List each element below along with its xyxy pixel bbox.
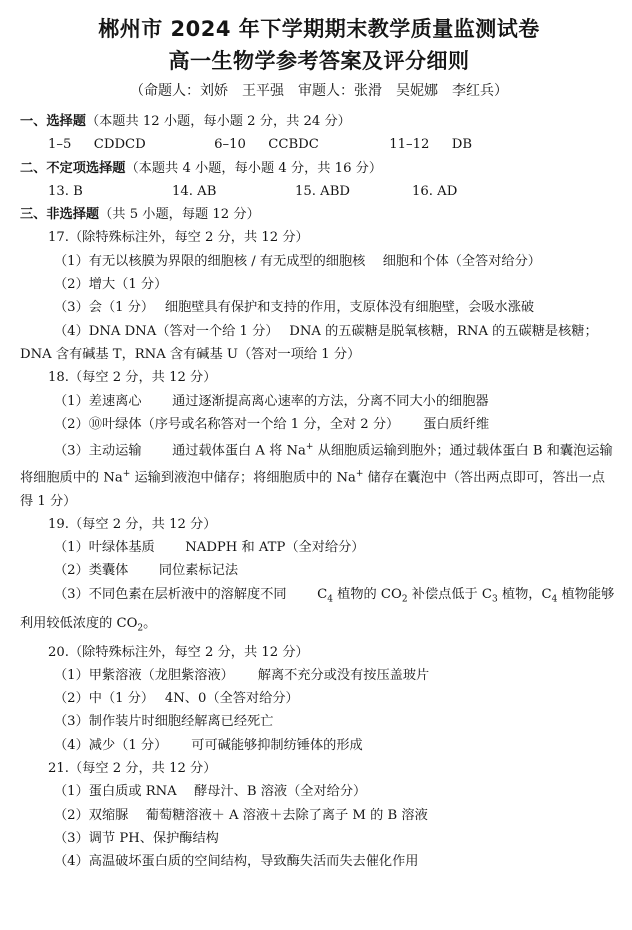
q19-answer-2: （2）类囊体 同位素标记法 [54,563,239,579]
q19-answer-3-text: 补偿点低于 C [407,586,492,602]
q20-answer-4: （4）减少（1 分） 可可碱能够抑制纺锤体的形成 [54,737,363,753]
q20-header: 20.（除特殊标注外，每空 2 分，共 12 分） [48,644,309,660]
q21-header: 21.（每空 2 分，共 12 分） [48,761,217,777]
q17-answer-2: （2）增大（1 分） [54,277,168,293]
subscript: 4 [551,594,558,605]
q18-answer-3-text: 运输到液泡中储存；将细胞质中的 Na [130,470,356,486]
mcq-letters: CCBDC [268,137,319,153]
mcq-range: 6–10 [214,137,246,153]
q19-answer-1: （1）叶绿体基质 NADPH 和 ATP（全对给分） [54,540,365,556]
q21-answer-1: （1）蛋白质或 RNA 酵母汁、B 溶液（全对给分） [54,784,367,800]
section-1-answers [20,133,618,156]
section-3-note: （共 5 小题，每题 12 分） [99,207,260,223]
q17-answer-1: （1）有无以核膜为界限的细胞核 / 有无成型的细胞核 细胞和个体（全答对给分） [54,253,541,269]
subscript: 3 [491,594,498,605]
superscript: + [305,442,314,453]
q19-answer-3-text: 。 [143,615,157,631]
q21-answer-3: （3）调节 PH、保护酶结构 [54,830,219,846]
section-3-heading [20,203,618,226]
exam-title: 郴州市 2024 年下学期期末教学质量监测试卷 [98,17,540,41]
answer-15: 15. ABD [295,183,350,199]
answer-16: 16. AD [412,183,458,199]
q21-answer-4: （4）高温破坏蛋白质的空间结构，导致酶失活而失去催化作用 [54,854,419,870]
q18-answer-3-text: （3）主动运输 通过载体蛋白 A 将 Na [54,443,306,459]
q18-answer-2: （2）⑩叶绿体（序号或名称答对一个给 1 分，全对 2 分） 蛋白质纤维 [54,416,490,432]
q19-answer-3-text: 植物的 CO [332,586,402,602]
q21-answer-2: （2）双缩脲 葡萄糖溶液＋ A 溶液＋去除了离子 M 的 B 溶液 [54,807,428,823]
q19-answer-3-text: （3）不同色素在层析液中的溶解度不同 C [54,586,328,602]
mcq-letters: DB [451,137,473,153]
q17-answer-3: （3）会（1 分） 细胞壁具有保护和支持的作用，支原体没有细胞壁，会吸水涨破 [54,300,535,316]
q17-header: 17.（除特殊标注外，每空 2 分，共 12 分） [48,230,309,246]
q18-answer-1: （1）差速离心 通过逐渐提高离心速率的方法，分离不同大小的细胞器 [54,393,489,409]
section-1-title: 一、选择题 [20,114,86,129]
superscript: + [355,468,364,479]
q20-answer-1: （1）甲紫溶液（龙胆紫溶液） 解离不充分或没有按压盖玻片 [54,667,430,683]
q20-answer-2: （2）中（1 分） 4N、0（全答对给分） [54,691,299,707]
q20-answer-3: （3）制作装片时细胞经解离已经死亡 [54,714,274,730]
mcq-range: 11–12 [389,137,430,153]
q18-answer-3-text: 储存在囊泡中（答出两点即可，答出一点得 1 分） [20,470,605,509]
answer-14: 14. AB [172,183,217,199]
authors-line: （命题人：刘娇 王平强 审题人：张滑 吴妮娜 李红兵） [130,83,508,99]
q19-answer-3-text: 植物，C [497,586,552,602]
q19-answer-3-text: 植物能够利用较低浓度的 CO [20,586,615,631]
mcq-letters: CDDCD [93,137,146,153]
answer-13: 13. B [48,183,83,199]
section-2-title: 二、不定项选择题 [20,160,126,176]
subscript: 2 [137,623,144,634]
document-subtitle: 高一生物学参考答案及评分细则 [168,49,470,73]
section-1-heading [20,110,618,133]
q19-answer-3 [20,583,618,641]
q18-header: 18.（每空 2 分，共 12 分） [48,370,217,386]
superscript: + [122,468,131,479]
q19-header: 19.（每空 2 分，共 12 分） [48,516,217,532]
section-3-title: 三、非选择题 [20,207,100,223]
q17-answer-4: （4）DNA DNA（答对一个给 1 分） DNA 的五碳糖是脱氧核糖，RNA 的五碳糖是核糖；DNA 含有碱基 T，RNA 含有碱基 U（答对一项给 1 分） [20,323,598,362]
q18-answer-3-text: 从细胞质运输到胞外；通过载体蛋白 B 和囊泡运输将细胞质中的 Na [20,443,613,486]
section-2-note: （本题共 4 小题，每小题 4 分，共 16 分） [125,160,383,176]
subscript: 2 [401,594,408,605]
section-1-note: （本题共 12 小题，每小题 2 分，共 24 分） [85,114,351,129]
subscript: 4 [327,594,333,605]
q18-answer-3 [20,436,618,513]
section-2-heading [20,157,618,180]
section-2-answers [20,180,618,203]
mcq-range: 1–5 [48,137,72,153]
